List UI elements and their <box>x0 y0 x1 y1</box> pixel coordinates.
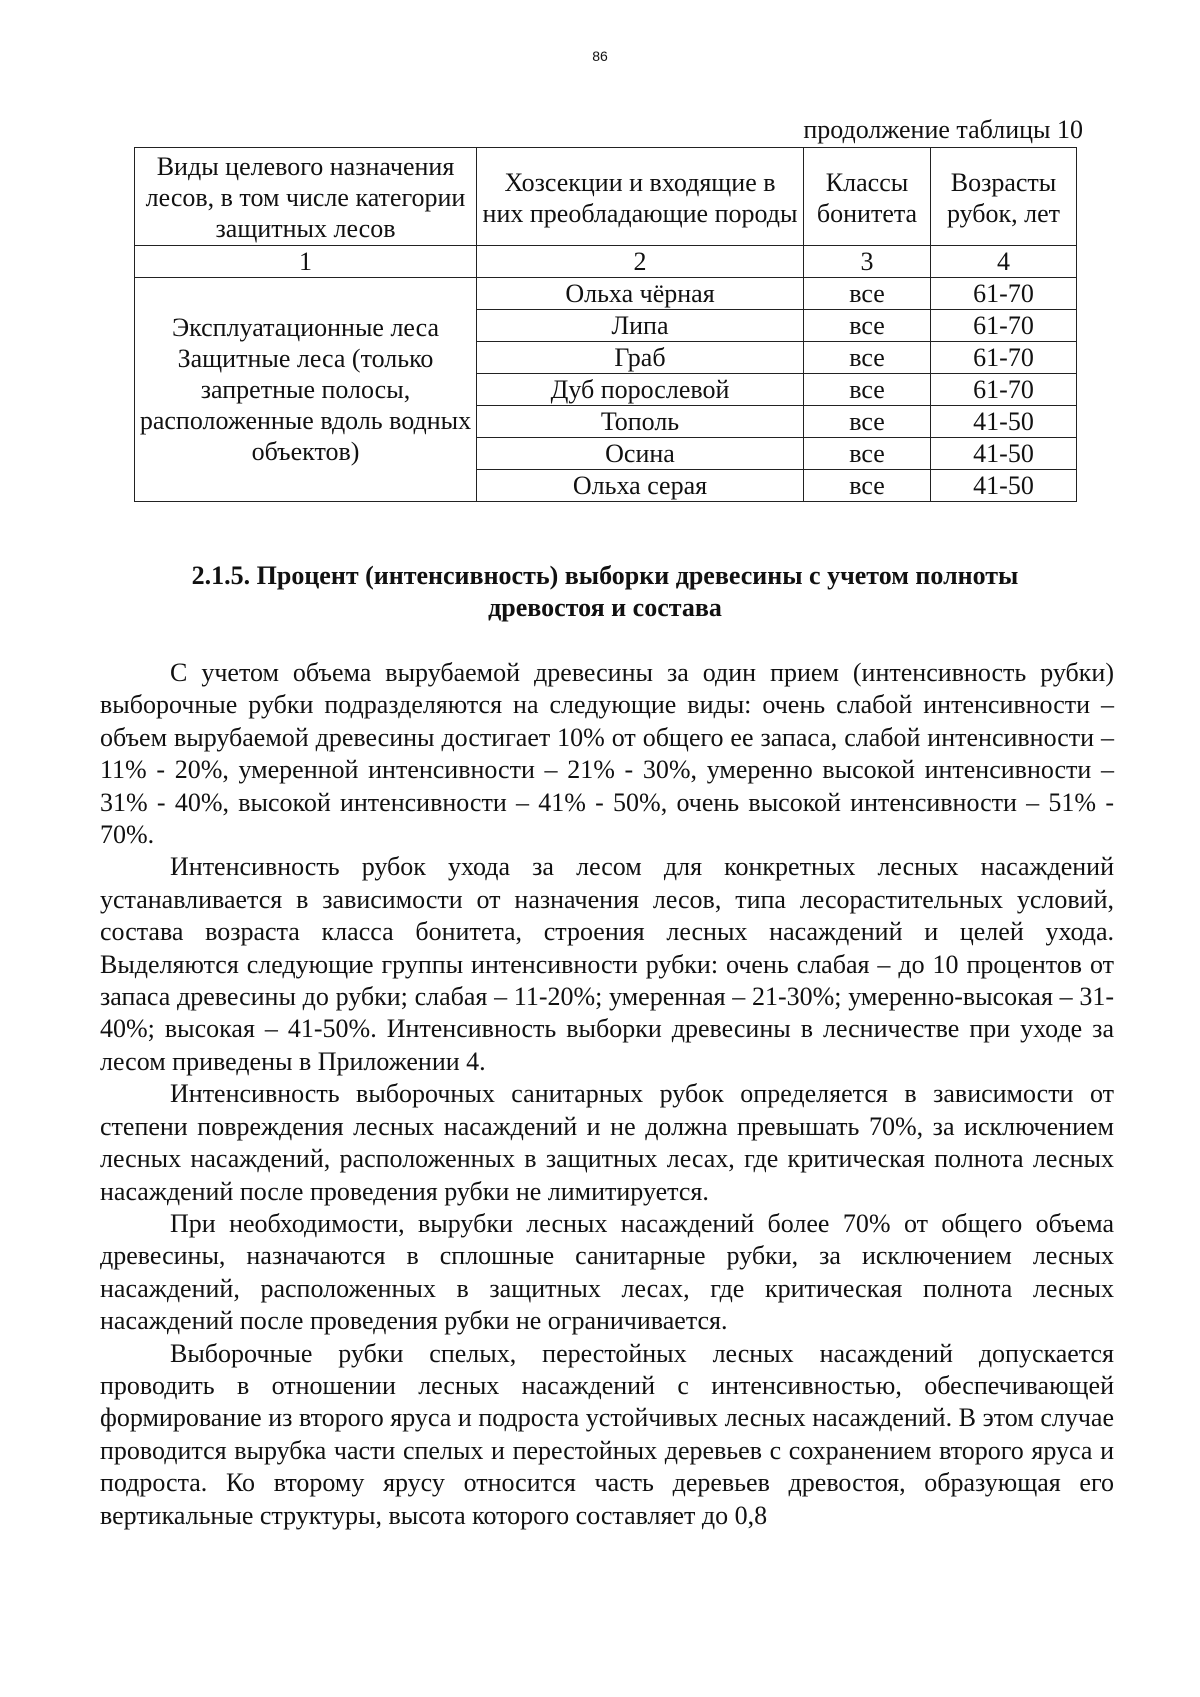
paragraph: С учетом объема вырубаемой древесины за один прием (интенсивность рубки) выборочные рубки подразделяются на следующие виды: очень слабой интенсивности – объем вырубаемой древесины достигает 10% от общего ее запаса, слабой интенсивности – 11% - 20%, умеренной интенсивности – 21% - 30%, умеренно высокой интенсивности – 31% - 40%, высокой интенсивности – 41% - 50%, очень высокой интенсивности – 51% - 70%. <box>100 658 1114 850</box>
species-cell: Липа <box>477 310 804 342</box>
column-number-row <box>135 246 1077 278</box>
class-cell: все <box>804 310 931 342</box>
age-cell: 41-50 <box>931 438 1077 470</box>
header-purpose: Виды целевого назначения лесов, в том числе категории защитных лесов <box>135 148 477 246</box>
paragraph: При необходимости, вырубки лесных насаждений более 70% от общего объема древесины, назначаются в сплошные санитарные рубки, за исключением лесных насаждений, расположенных в защитных лесах, где критическая полнота лесных насаждений после проведения рубки не ограничивается. <box>100 1208 1114 1336</box>
paragraph: Интенсивность выборочных санитарных рубок определяется в зависимости от степени повреждения лесных насаждений и не должна превышать 70%, за исключением лесных насаждений, расположенных в защитных лесах, где критическая полнота лесных насаждений после проведения рубки не лимитируется. <box>100 1079 1114 1206</box>
column-number: 2 <box>477 246 804 278</box>
age-cell: 61-70 <box>931 374 1077 406</box>
age-cell: 61-70 <box>931 310 1077 342</box>
header-species: Хозсекции и входящие в них преобладающие породы <box>477 148 804 246</box>
body-text <box>100 657 1114 1532</box>
species-cell: Ольха серая <box>477 470 804 502</box>
class-cell: все <box>804 438 931 470</box>
section-heading: 2.1.5. Процент (интенсивность) выборки древесины с учетом полноты древостоя и состава <box>191 561 1019 622</box>
column-number: 3 <box>804 246 931 278</box>
species-cell: Дуб порослевой <box>477 374 804 406</box>
class-cell: все <box>804 278 931 310</box>
forest-category-cell: Эксплуатационные леса Защитные леса (только запретные полосы, расположенные вдоль водных объектов) <box>135 278 477 502</box>
header-cutting-age: Возрасты рубок, лет <box>931 148 1077 246</box>
forest-table <box>134 147 1077 502</box>
column-number: 4 <box>931 246 1077 278</box>
table-row <box>135 278 1077 310</box>
table-header-row <box>135 148 1077 246</box>
paragraph: Выборочные рубки спелых, перестойных лесных насаждений допускается проводить в отношении лесных насаждений с интенсивностью, обеспечивающей формирование из второго яруса и подроста устойчивых лесных насаждений. В этом случае проводится вырубка части спелых и перестойных деревьев с сохранением второго яруса и подроста. Ко второму ярусу относится часть деревьев древостоя, образующая его вертикальные структуры, высота которого составляет до 0,8 <box>100 1338 1114 1530</box>
age-cell: 61-70 <box>931 278 1077 310</box>
species-cell: Граб <box>477 342 804 374</box>
species-cell: Ольха чёрная <box>477 278 804 310</box>
class-cell: все <box>804 374 931 406</box>
column-number: 1 <box>135 246 477 278</box>
table-caption: продолжение таблицы 10 <box>803 115 1083 144</box>
class-cell: все <box>804 406 931 438</box>
age-cell: 61-70 <box>931 342 1077 374</box>
class-cell: все <box>804 470 931 502</box>
page-number: 86 <box>592 48 608 64</box>
paragraph: Интенсивность рубок ухода за лесом для конкретных лесных насаждений устанавливается в зависимости от назначения лесов, типа лесорастительных условий, состава возраста класса бонитета, строения лесных насаждений и целей ухода. Выделяются следующие группы интенсивности рубки: очень слабая – до 10 процентов от запаса древесины до рубки; слабая – 11-20%; умеренная – 21-30%; умеренно-высокая – 31-40%; высокая – 41-50%. Интенсивность выборки древесины в лесничестве при уходе за лесом приведены в Приложении 4. <box>100 852 1114 1076</box>
species-cell: Осина <box>477 438 804 470</box>
class-cell: все <box>804 342 931 374</box>
age-cell: 41-50 <box>931 470 1077 502</box>
age-cell: 41-50 <box>931 406 1077 438</box>
species-cell: Тополь <box>477 406 804 438</box>
header-bonitet-class: Классы бонитета <box>804 148 931 246</box>
